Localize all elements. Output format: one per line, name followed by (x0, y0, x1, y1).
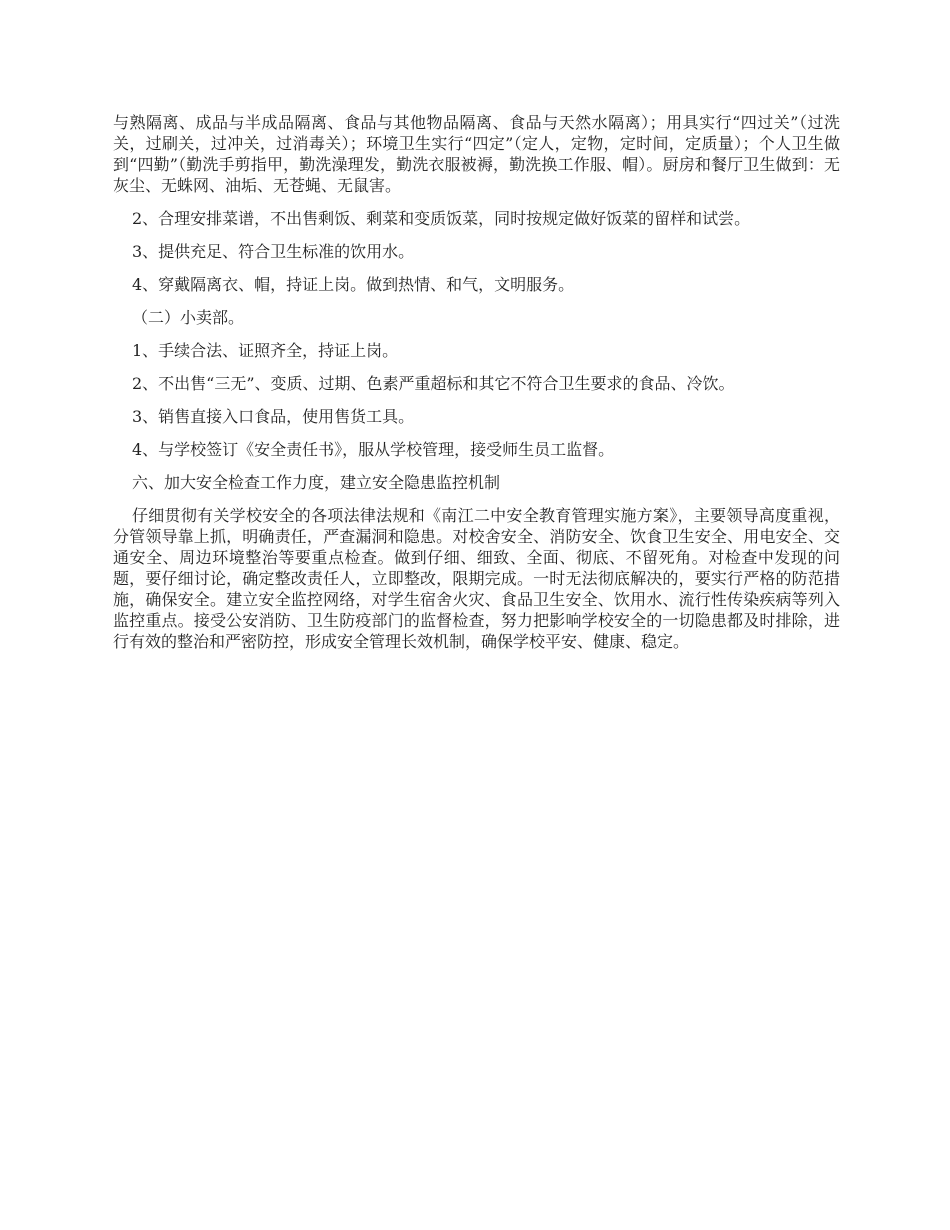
heading-section-six: 六、加大安全检查工作力度，建立安全隐患监控机制 (132, 473, 501, 492)
paragraph-shop-food-quality: 2、不出售“三无”、变质、过期、色素严重超标和其它不符合卫生要求的食品、冷饮。 (132, 374, 735, 393)
paragraph-shop-responsibility: 4、与学校签订《安全责任书》，服从学校管理，接受师生员工监督。 (132, 440, 615, 459)
paragraph-isolation-clothing: 4、穿戴隔离衣、帽，持证上岗。做到热情、和气，文明服务。 (132, 275, 575, 294)
paragraph-shop-tools: 3、销售直接入口食品，使用售货工具。 (132, 407, 415, 426)
paragraph-drinking-water: 3、提供充足、符合卫生标准的饮用水。 (132, 242, 415, 261)
paragraph-menu-arrangement: 2、合理安排菜谱，不出售剩饭、剩菜和变质饭菜，同时按规定做好饭菜的留样和试尝。 (132, 209, 751, 228)
paragraph-shop-license: 1、手续合法、证照齐全，持证上岗。 (132, 341, 399, 360)
heading-canteen-shop: （二）小卖部。 (132, 308, 245, 327)
paragraph-safety-inspection: 仔细贯彻有关学校安全的各项法律法规和《南江二中安全教育管理实施方案》，主要领导高度重视，分管领导靠上抓，明确责任，严查漏洞和隐患。对校舍安全、消防安全、饮食卫生安全、用电安全、交通安全、周边环境整治等要重点检查。做到仔细、细致、全面、彻底、不留死角。对检查中发现的问题，要仔细讨论，确定整改责任人，立即整改，限期完成。一时无法彻底解决的，要实行严格的防范措施，确保安全。建立安全监控网络，对学生宿舍火灾、食品卫生安全、饮用水、流行性传染疾病等列入监控重点。接受公安消防、卫生防疫部门的监督检查，努力把影响学校安全的一切隐患都及时排除，进行有效的整治和严密防控，形成安全管理长效机制，确保学校平安、健康、稳定。 (113, 506, 840, 651)
paragraph-hygiene-rules: 与熟隔离、成品与半成品隔离、食品与其他物品隔离、食品与天然水隔离）；用具实行“四过关”（过洗关，过刷关，过冲关，过消毒关）；环境卫生实行“四定”（定人，定物，定时间，定质量）；个人卫生做到“四勤”（勤洗手剪指甲，勤洗澡理发，勤洗衣服被褥，勤洗换工作服、帽）。厨房和餐厅卫生做到：无灰尘、无蛛网、油垢、无苍蝇、无鼠害。 (113, 113, 840, 195)
document-body (113, 112, 840, 664)
